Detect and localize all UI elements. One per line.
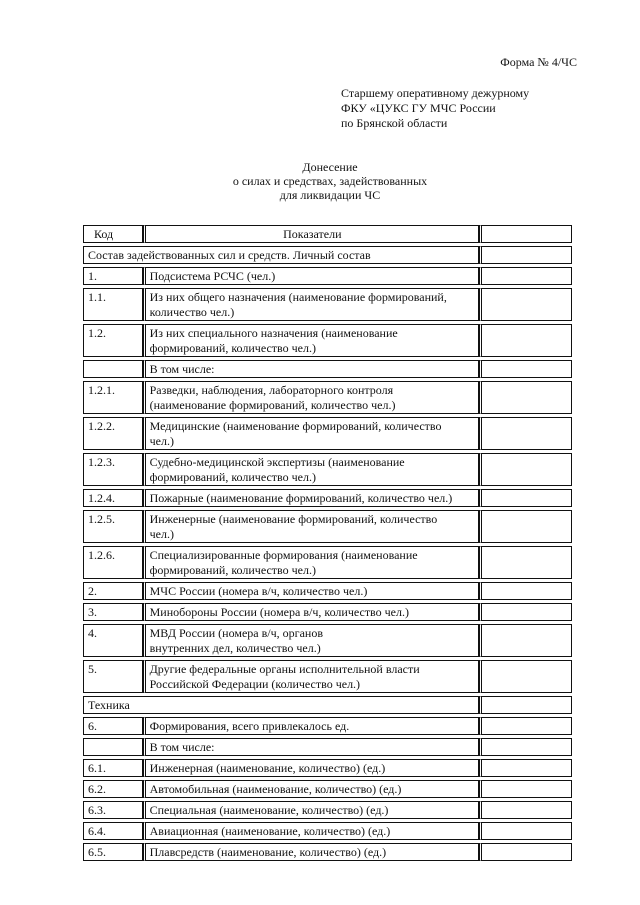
row-indicator (143, 510, 479, 543)
value-cell (479, 843, 572, 861)
value-cell (479, 582, 572, 600)
indicator-line: Пожарные (наименование формирований, количество чел.) (149, 491, 453, 505)
table-row (83, 288, 572, 321)
value-cell (479, 822, 572, 840)
row-indicator (143, 453, 479, 486)
value-cell (479, 453, 572, 486)
indicator-line: В том числе: (149, 362, 215, 376)
value-cell (479, 489, 572, 507)
column-header-code: Код (83, 225, 143, 243)
row-code: 6.4. (83, 822, 143, 840)
table-row (83, 417, 572, 450)
indicator-line: формирований, количество чел.) (149, 341, 316, 355)
row-indicator (143, 624, 479, 657)
section-title: Состав задействованных сил и средств. Личный состав (83, 246, 479, 264)
column-header-indicators: Показатели (143, 225, 479, 243)
row-indicator (143, 843, 479, 861)
row-indicator (143, 489, 479, 507)
table-row (83, 453, 572, 486)
report-table-body (83, 225, 572, 861)
table-row (83, 738, 572, 756)
document-title (0, 160, 640, 202)
table-row (83, 660, 572, 693)
indicator-line: Российской Федерации (количество чел.) (149, 677, 361, 691)
value-cell (479, 717, 572, 735)
table-row (83, 267, 572, 285)
section-title: Техника (83, 696, 479, 714)
row-indicator (143, 801, 479, 819)
row-code: 1.2. (83, 324, 143, 357)
addressee-block (341, 86, 601, 131)
indicator-line: Формирования, всего привлекалось ед. (149, 719, 350, 733)
row-indicator (143, 759, 479, 777)
row-indicator (143, 324, 479, 357)
value-cell (479, 267, 572, 285)
table-row (83, 843, 572, 861)
indicator-line: чел.) (149, 434, 174, 448)
value-cell (479, 288, 572, 321)
indicator-line: Авиационная (наименование, количество) (ед.) (149, 824, 391, 838)
value-cell (479, 603, 572, 621)
table-row (83, 624, 572, 657)
value-cell (479, 738, 572, 756)
row-code (83, 360, 143, 378)
row-indicator (143, 582, 479, 600)
row-indicator (143, 546, 479, 579)
row-code: 1.2.5. (83, 510, 143, 543)
row-code: 6. (83, 717, 143, 735)
row-indicator (143, 417, 479, 450)
row-code: 1.1. (83, 288, 143, 321)
row-indicator (143, 603, 479, 621)
title-line: о силах и средствах, задействованных (232, 174, 428, 188)
indicator-line: В том числе: (149, 740, 215, 754)
indicator-line: Другие федеральные органы исполнительной власти (149, 662, 420, 676)
table-row (83, 717, 572, 735)
indicator-line: Автомобильная (наименование, количество) (ед.) (149, 782, 402, 796)
table-section-row (83, 696, 572, 714)
table-row (83, 603, 572, 621)
value-cell (479, 417, 572, 450)
row-code: 4. (83, 624, 143, 657)
table-row (83, 780, 572, 798)
row-code: 6.3. (83, 801, 143, 819)
table-row (83, 582, 572, 600)
table-row (83, 801, 572, 819)
row-code: 1.2.3. (83, 453, 143, 486)
value-cell (479, 624, 572, 657)
value-cell (479, 360, 572, 378)
value-cell (479, 759, 572, 777)
value-cell (479, 324, 572, 357)
title-line: Донесение (302, 160, 358, 174)
indicator-line: Медицинские (наименование формирований, количество (149, 419, 442, 433)
indicator-line: чел.) (149, 527, 174, 541)
row-code: 2. (83, 582, 143, 600)
value-cell (479, 246, 572, 264)
row-code: 1.2.2. (83, 417, 143, 450)
value-cell (479, 696, 572, 714)
indicator-line: Инженерная (наименование, количество) (ед.) (149, 761, 386, 775)
row-code: 6.1. (83, 759, 143, 777)
addressee-line: по Брянской области (341, 116, 448, 130)
indicator-line: внутренних дел, количество чел.) (149, 641, 321, 655)
row-code: 1.2.1. (83, 381, 143, 414)
value-cell (479, 546, 572, 579)
indicator-line: Из них общего назначения (наименование формирований, (149, 290, 447, 304)
report-table (83, 222, 572, 864)
table-row (83, 759, 572, 777)
indicator-line: (наименование формирований, количество чел.) (149, 398, 396, 412)
row-indicator (143, 360, 479, 378)
value-cell (479, 510, 572, 543)
table-section-row (83, 246, 572, 264)
form-number: Форма № 4/ЧС (500, 55, 577, 69)
value-cell (479, 660, 572, 693)
row-code: 1. (83, 267, 143, 285)
row-code: 1.2.4. (83, 489, 143, 507)
indicator-line: Инженерные (наименование формирований, количество (149, 512, 438, 526)
row-code: 3. (83, 603, 143, 621)
indicator-line: Специализированные формирования (наименование (149, 548, 418, 562)
indicator-line: МЧС России (номера в/ч, количество чел.) (149, 584, 368, 598)
table-row (83, 489, 572, 507)
indicator-line: Минобороны России (номера в/ч, количество чел.) (149, 605, 409, 619)
indicator-line: Плавсредств (наименование, количество) (ед.) (149, 845, 387, 859)
indicator-line: количество чел.) (149, 305, 235, 319)
row-code: 1.2.6. (83, 546, 143, 579)
table-row (83, 510, 572, 543)
column-header-value (479, 225, 572, 243)
addressee-line: ФКУ «ЦУКС ГУ МЧС России (341, 101, 496, 115)
table-row (83, 822, 572, 840)
indicator-line: формирований, количество чел.) (149, 563, 316, 577)
row-code: 6.5. (83, 843, 143, 861)
indicator-line: формирований, количество чел.) (149, 470, 316, 484)
row-indicator (143, 738, 479, 756)
row-indicator (143, 780, 479, 798)
row-code: 6.2. (83, 780, 143, 798)
indicator-line: Специальная (наименование, количество) (ед.) (149, 803, 389, 817)
value-cell (479, 780, 572, 798)
table-row (83, 324, 572, 357)
indicator-line: Из них специального назначения (наименование (149, 326, 398, 340)
row-code: 5. (83, 660, 143, 693)
addressee-line: Старшему оперативному дежурному (341, 86, 530, 100)
row-code (83, 738, 143, 756)
row-indicator (143, 822, 479, 840)
table-header-row (83, 225, 572, 243)
row-indicator (143, 717, 479, 735)
indicator-line: МВД России (номера в/ч, органов (149, 626, 323, 640)
row-indicator (143, 267, 479, 285)
table-row (83, 381, 572, 414)
indicator-line: Подсистема РСЧС (чел.) (149, 269, 276, 283)
value-cell (479, 801, 572, 819)
table-row (83, 360, 572, 378)
title-line: для ликвидации ЧС (279, 188, 381, 202)
value-cell (479, 381, 572, 414)
table-row (83, 546, 572, 579)
indicator-line: Судебно-медицинской экспертизы (наименование (149, 455, 405, 469)
row-indicator (143, 381, 479, 414)
row-indicator (143, 288, 479, 321)
row-indicator (143, 660, 479, 693)
indicator-line: Разведки, наблюдения, лабораторного контроля (149, 383, 394, 397)
